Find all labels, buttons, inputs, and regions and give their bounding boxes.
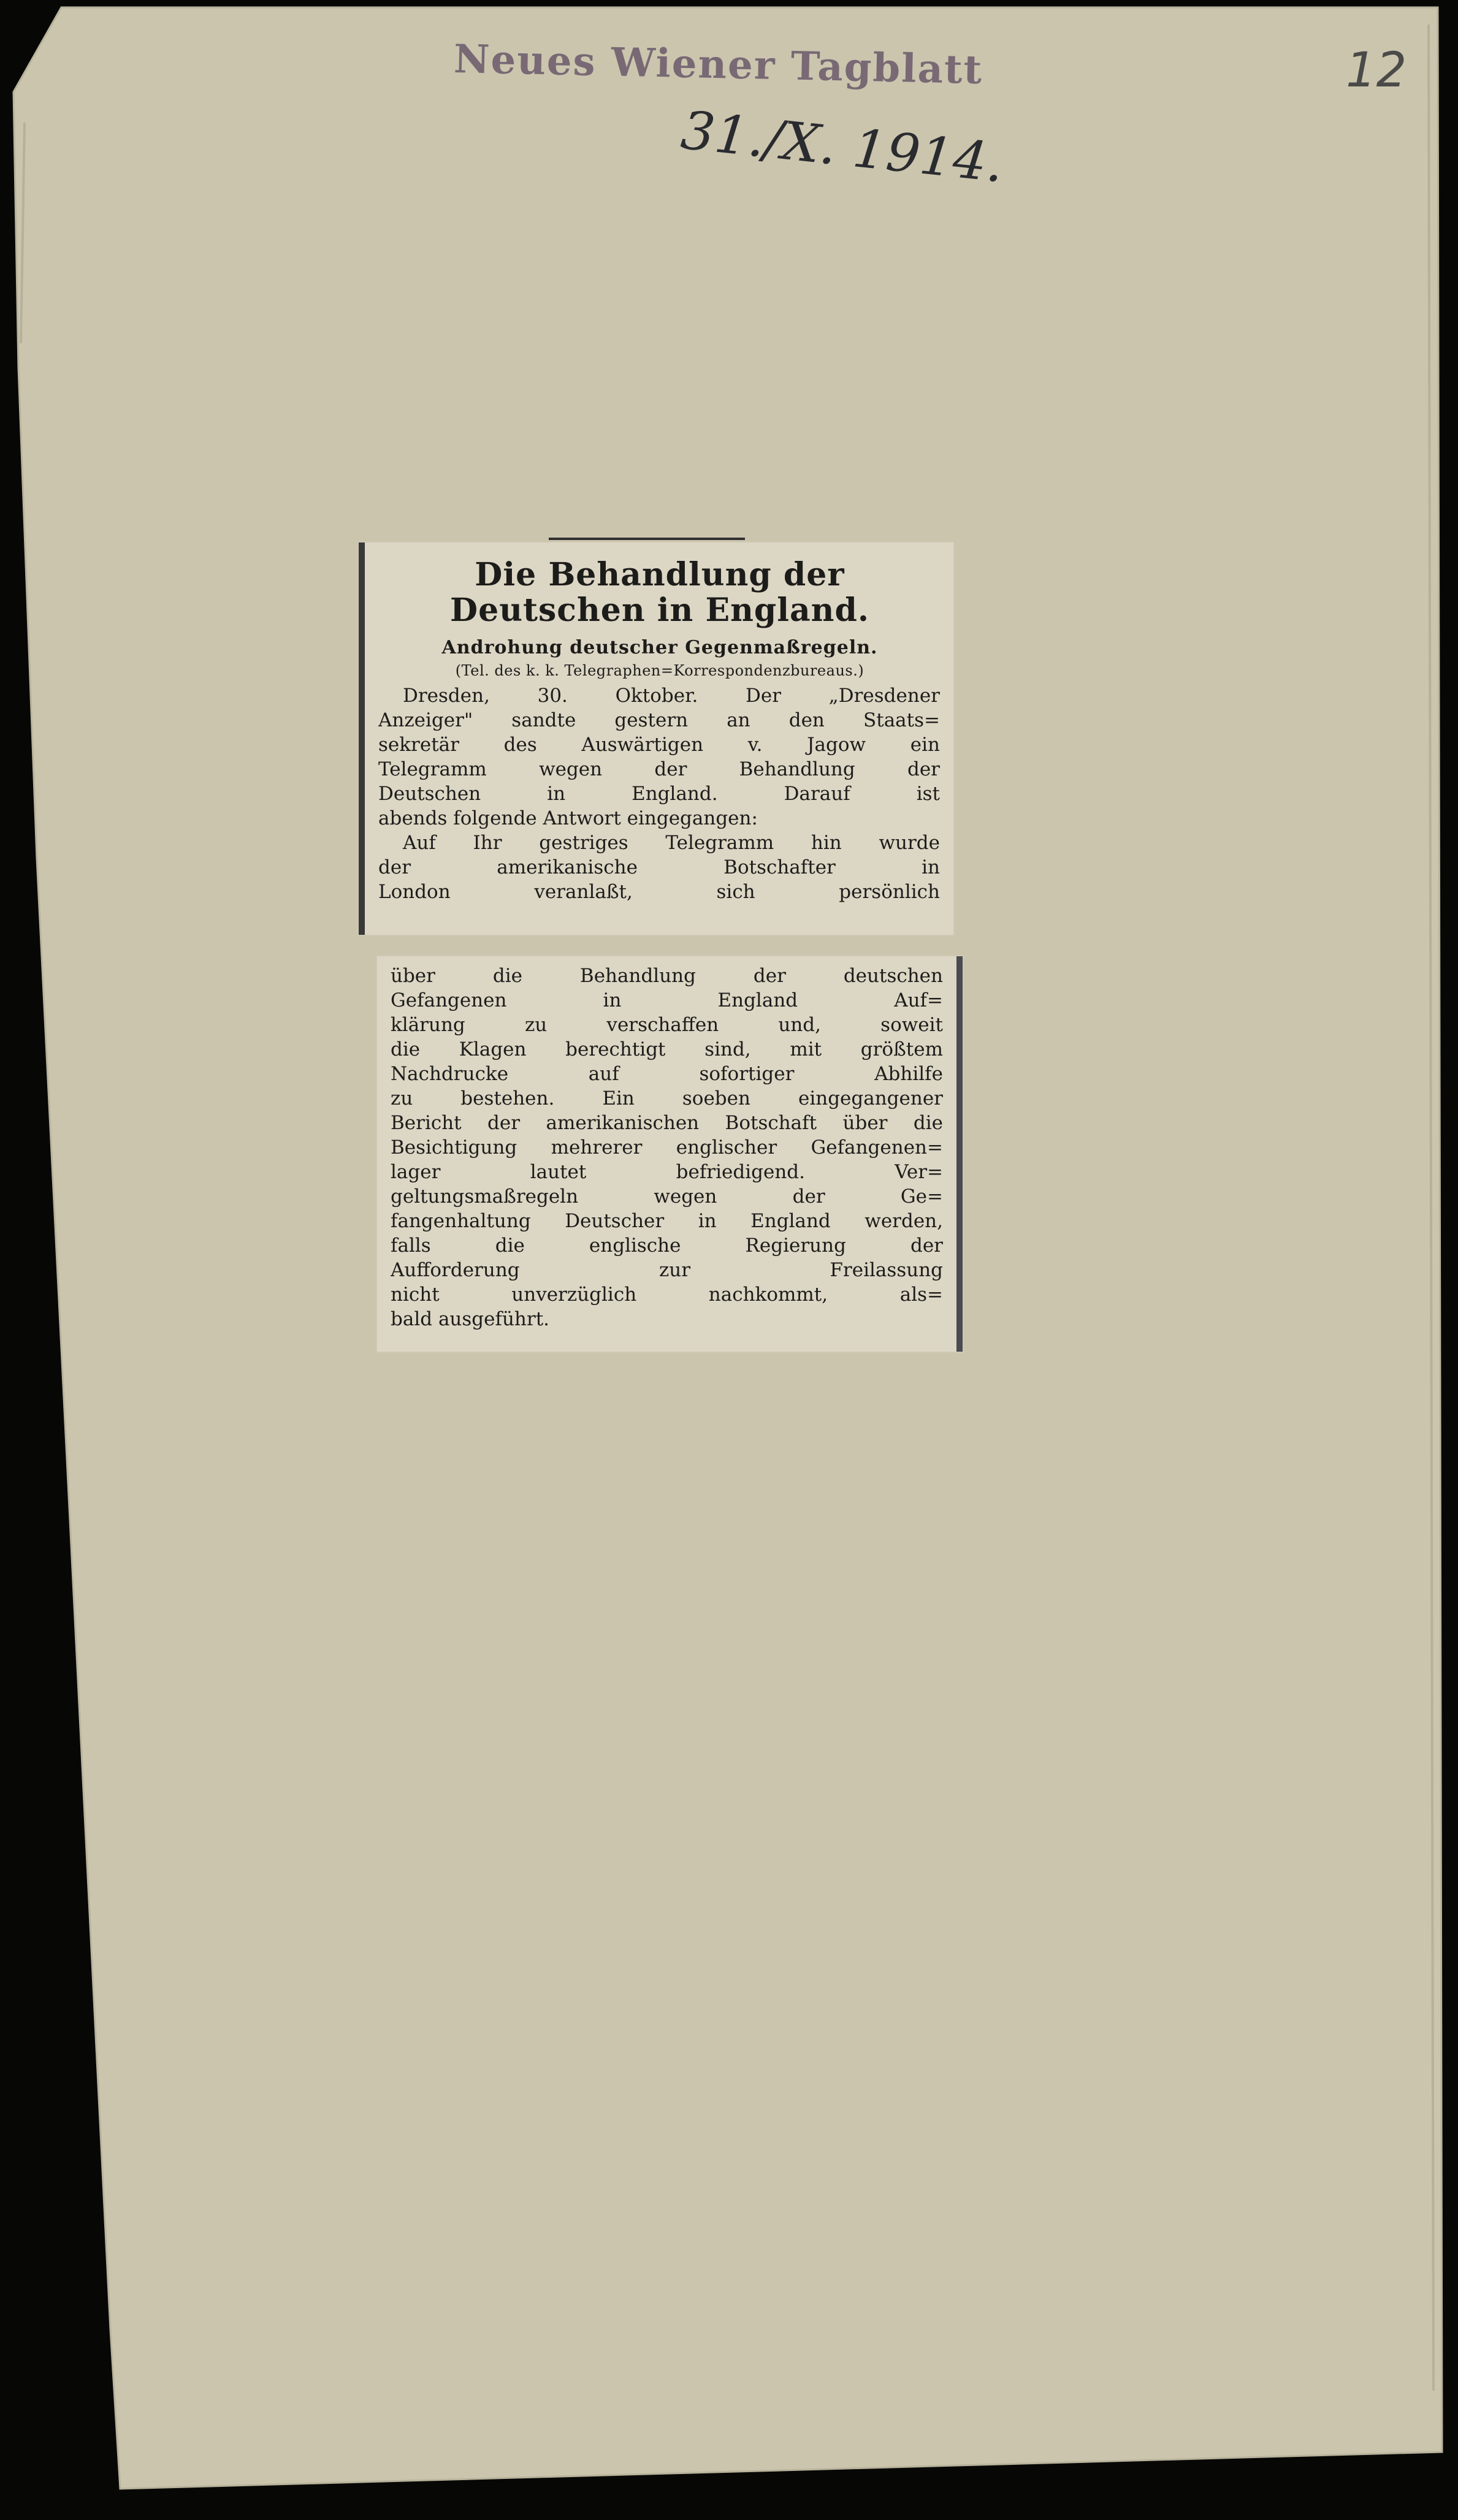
article-column-2 (391, 964, 943, 1331)
text-line: Deutschen in England. Darauf ist (378, 783, 940, 805)
text-line: geltungsmaßregeln wegen der Ge= (391, 1186, 943, 1208)
text-line: sekretär des Auswärtigen v. Jagow ein (378, 734, 940, 756)
text-line: lager lautet befriedigend. Ver= (391, 1161, 943, 1183)
text-line: klärung zu verschaffen und, soweit (391, 1014, 943, 1036)
folio-number: 12 (1346, 43, 1407, 98)
text-line: London veranlaßt, sich persönlich (378, 881, 940, 903)
text-line: fangenhaltung Deutscher in England werden, (391, 1210, 943, 1232)
text-line: Gefangenen in England Auf= (391, 989, 943, 1011)
text-line: zu bestehen. Ein soeben eingegangener (391, 1087, 943, 1110)
newspaper-stamp: Neues Wiener Tagblatt (453, 36, 983, 94)
text-line: abends folgende Antwort eingegangen: (378, 807, 758, 829)
handwritten-date: 31./X. 1914. (678, 99, 1007, 195)
text-line: Auf Ihr gestriges Telegramm hin wurde (403, 832, 940, 854)
column-rule (549, 538, 745, 540)
article-column-1 (378, 683, 940, 904)
text-line: Besichtigung mehrerer englischer Gefangenen= (391, 1136, 943, 1159)
text-line: falls die englische Regierung der (391, 1235, 943, 1257)
clipping-part-1 (359, 542, 953, 935)
text-line: Aufforderung zur Freilassung (391, 1259, 943, 1281)
article-headline: Die Behandlung der Deutschen in England. (450, 556, 869, 629)
text-line: bald ausgeführt. (391, 1308, 550, 1330)
text-line: über die Behandlung der deutschen (391, 965, 943, 987)
text-line: Telegramm wegen der Behandlung der (378, 758, 940, 780)
text-line: Bericht der amerikanischen Botschaft über die (391, 1112, 943, 1134)
text-line: die Klagen berechtigt sind, mit größtem (391, 1038, 943, 1060)
text-line: Nachdrucke auf sofortiger Abhilfe (391, 1063, 943, 1085)
text-line: Anzeiger" sandte gestern an den Staats= (378, 709, 940, 731)
text-line: nicht unverzüglich nachkommt, als= (391, 1284, 943, 1306)
wire-credit: (Tel. des k. k. Telegraphen=Korrespondenzbureaus.) (455, 662, 864, 679)
clipping-part-2 (377, 956, 963, 1352)
article-subheadline: Androhung deutscher Gegenmaßregeln. (441, 637, 878, 658)
text-line: der amerikanische Botschafter in (378, 856, 940, 878)
text-line: Dresden, 30. Oktober. Der „Dresdener (403, 685, 940, 707)
